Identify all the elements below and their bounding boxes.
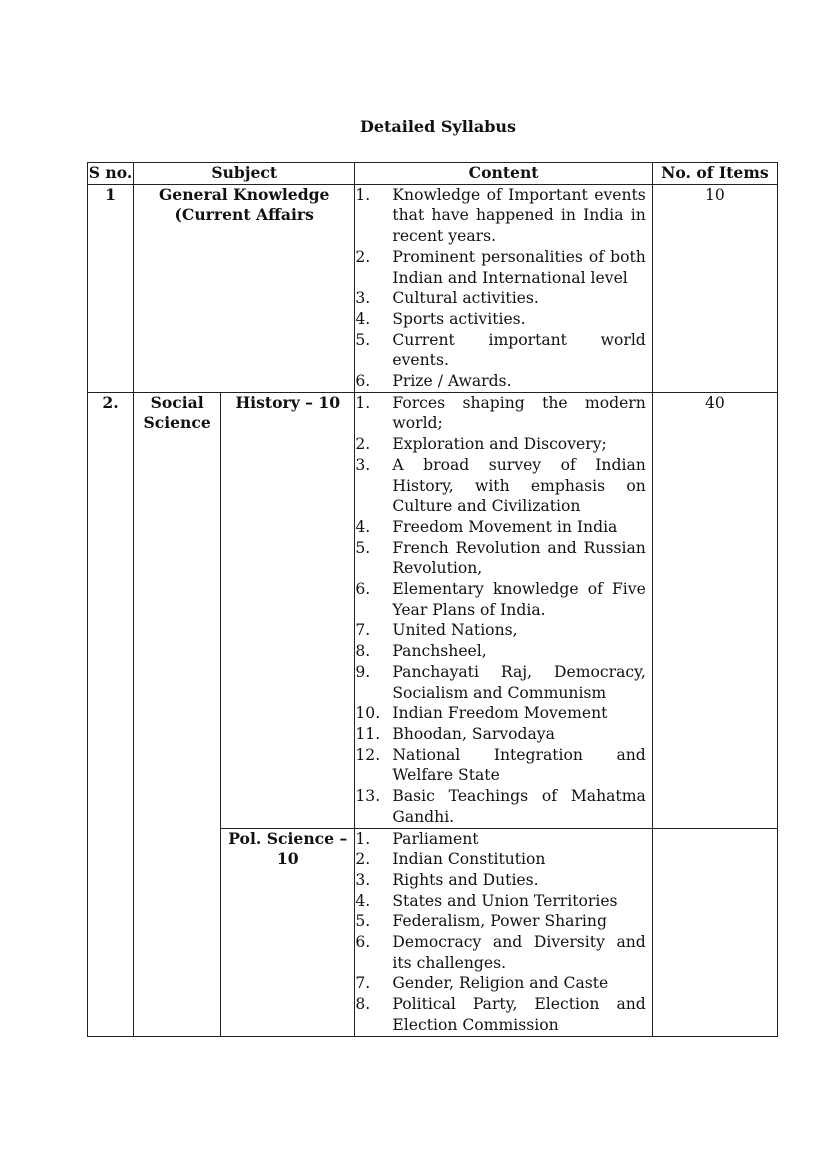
row-content [355, 828, 652, 1036]
item-number: 11. [355, 724, 381, 743]
item-text: United Nations, [392, 621, 518, 640]
list-item [355, 288, 645, 309]
item-number: 2. [355, 850, 371, 869]
header-items: No. of Items [652, 163, 777, 185]
row-sno: 2. [88, 392, 134, 1036]
list-item [355, 641, 645, 662]
list-item [355, 185, 645, 247]
item-text: Current important world events. [392, 330, 646, 370]
row-subject: General Knowledge (Current Affairs [134, 184, 355, 392]
table-row [88, 184, 778, 392]
list-item [355, 434, 645, 455]
item-number: 3. [355, 455, 371, 474]
item-text: Cultural activities. [392, 289, 539, 308]
item-number: 4. [355, 517, 371, 536]
item-text: A broad survey of Indian History, with emphasis on Culture and Civilization [392, 455, 646, 516]
row-items-empty [652, 828, 777, 1036]
list-item [355, 309, 645, 330]
item-number: 10. [355, 704, 381, 723]
item-number: 3. [355, 289, 371, 308]
item-text: Panchayati Raj, Democracy, Socialism and Communism [392, 662, 646, 702]
list-item [355, 786, 645, 827]
list-item [355, 829, 645, 850]
item-text: Rights and Duties. [392, 870, 539, 889]
list-item [355, 724, 645, 745]
subpart-label-pol-science: Pol. Science – 10 [221, 828, 355, 1036]
list-item [355, 517, 645, 538]
header-sno: S no. [88, 163, 134, 185]
item-text: States and Union Territories [392, 891, 618, 910]
item-text: Forces shaping the modern world; [392, 393, 646, 433]
list-item [355, 662, 645, 703]
list-item [355, 891, 645, 912]
subpart-label-history: History – 10 [221, 392, 355, 828]
item-number: 9. [355, 662, 371, 681]
item-text: Political Party, Election and Election Commission [392, 995, 646, 1034]
list-item [355, 849, 645, 870]
item-number: 1. [355, 185, 371, 204]
row-content [355, 392, 652, 828]
list-item [355, 579, 645, 620]
item-number: 6. [355, 580, 371, 599]
item-text: Panchsheel, [392, 642, 487, 661]
item-number: 13. [355, 787, 381, 806]
item-number: 5. [355, 330, 371, 349]
list-item [355, 538, 645, 579]
item-number: 1. [355, 393, 371, 412]
content-list [355, 829, 651, 1036]
list-item [355, 620, 645, 641]
item-text: Bhoodan, Sarvodaya [392, 724, 555, 743]
row-items: 10 [652, 184, 777, 392]
row-items: 40 [652, 392, 777, 828]
item-text: Parliament [392, 829, 479, 848]
item-text: Federalism, Power Sharing [392, 912, 607, 931]
item-text: Gender, Religion and Caste [392, 974, 609, 993]
item-text: Elementary knowledge of Five Year Plans of India. [392, 580, 646, 619]
header-row [88, 163, 778, 185]
item-text: Knowledge of Important events that have happened in India in recent years. [392, 185, 646, 246]
item-text: National Integration and Welfare State [392, 745, 646, 785]
syllabus-table [87, 162, 778, 1037]
item-number: 3. [355, 870, 371, 889]
list-item [355, 330, 645, 371]
list-item [355, 247, 645, 288]
content-list [355, 185, 651, 392]
item-text: Sports activities. [392, 309, 526, 328]
list-item [355, 455, 645, 517]
item-text: Prize / Awards. [392, 372, 512, 391]
item-text: Freedom Movement in India [392, 517, 618, 536]
item-number: 8. [355, 642, 371, 661]
item-text: Exploration and Discovery; [392, 435, 607, 454]
list-item [355, 911, 645, 932]
header-subject: Subject [134, 163, 355, 185]
item-number: 1. [355, 829, 371, 848]
item-number: 6. [355, 372, 371, 391]
item-text: Basic Teachings of Mahatma Gandhi. [392, 787, 646, 826]
item-text: Democracy and Diversity and its challenges. [392, 933, 646, 972]
item-number: 5. [355, 538, 371, 557]
list-item [355, 994, 645, 1035]
row-content [355, 184, 652, 392]
item-number: 4. [355, 891, 371, 910]
content-list [355, 393, 651, 828]
list-item [355, 393, 645, 434]
table-row [88, 392, 778, 828]
item-text: Indian Freedom Movement [392, 704, 608, 723]
item-number: 4. [355, 309, 371, 328]
row-sno: 1 [88, 184, 134, 392]
list-item [355, 870, 645, 891]
item-text: Prominent personalities of both Indian and International level [392, 247, 646, 287]
list-item [355, 371, 645, 392]
item-number: 12. [355, 745, 381, 764]
list-item [355, 745, 645, 786]
item-text: French Revolution and Russian Revolution, [392, 538, 646, 578]
item-number: 5. [355, 912, 371, 931]
item-number: 8. [355, 995, 371, 1014]
list-item [355, 932, 645, 973]
list-item [355, 973, 645, 994]
list-item [355, 703, 645, 724]
header-content: Content [355, 163, 652, 185]
item-number: 2. [355, 435, 371, 454]
row-subject: Social Science [134, 392, 221, 1036]
page-title: Detailed Syllabus [359, 117, 517, 136]
item-number: 2. [355, 247, 371, 266]
item-number: 7. [355, 974, 371, 993]
item-text: Indian Constitution [392, 850, 546, 869]
item-number: 7. [355, 621, 371, 640]
item-number: 6. [355, 933, 371, 952]
